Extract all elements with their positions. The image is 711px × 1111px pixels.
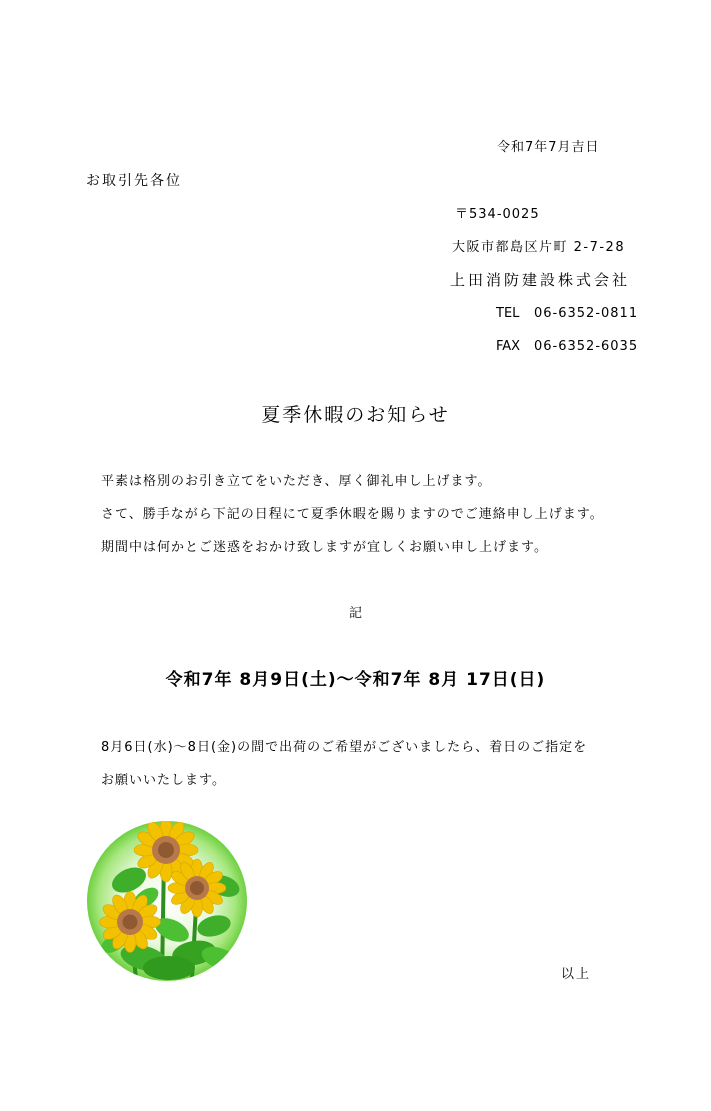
closing-ijo: 以上 [561,967,592,982]
note-line-1: 8月6日(水)～8日(金)の間で出荷のご希望がございましたら、着日のご指定を [101,740,588,755]
body-line-2: さて、勝手ながら下記の日程にて夏季休暇を賜りますのでご連絡申し上げます。 [101,507,604,522]
sunflower-illustration [84,818,250,984]
ki-heading: 記 [348,606,362,621]
sender-postal-code: 〒534-0025 [455,207,540,222]
recipient: お取引先各位 [86,173,182,189]
fax-label: FAX [496,339,521,354]
sender-company-name: 上田消防建設株式会社 [450,271,631,289]
tel-label: TEL [496,306,520,321]
document-date: 令和7年7月吉日 [497,140,600,155]
tel-number: 06-6352-0811 [534,306,639,321]
body-line-3: 期間中は何かとご迷惑をおかけ致しますが宜しくお願い申し上げます。 [101,540,548,555]
fax-number: 06-6352-6035 [534,339,639,354]
note-line-2: お願いいたします。 [101,773,226,788]
sender-tel [496,306,638,322]
holiday-period: 令和7年 8月9日(土)～令和7年 8月 17日(日) [165,670,546,690]
sender-fax [496,339,638,355]
body-line-1: 平素は格別のお引き立てをいただき、厚く御礼申し上げます。 [101,474,492,489]
document-title: 夏季休暇のお知らせ [261,404,450,426]
sender-address: 大阪市都島区片町 2-7-28 [452,240,626,255]
